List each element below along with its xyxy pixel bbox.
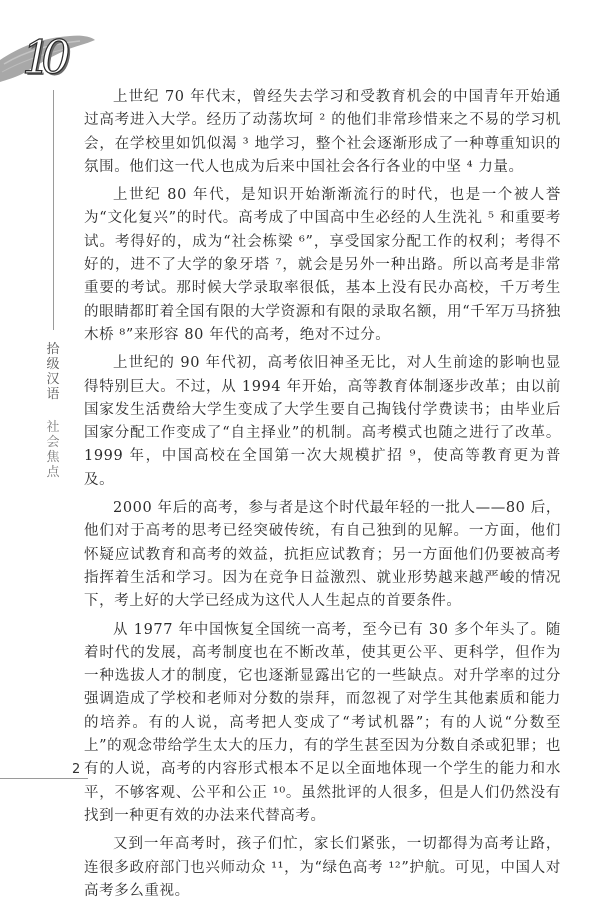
sidebar-spacer (46, 402, 60, 420)
paragraph-1980s: 上世纪 80 年代，是知识开始渐渐流行的时代，也是一个被人誉为“文化复兴”的时代。高考成了中国高中生必经的人生洗礼 ⁵ 和重要考试。考得好的，成为“社会栋梁 ⁶”，享受国家分配工作的权利；考得不好的，进不了大学的象牙塔 ⁷，就会是另外一种出路。所以高考是非常重要的考试。那时候大学录取率很低，基本上没有民办高校，千万考生的眼睛都盯着全国有限的大学资源和有限的录取名额，用“千军万马挤独木桥 ⁸”来形容 80 年代的高考，绝对不过分。 (84, 187, 561, 343)
paragraph-1990s: 上世纪的 90 年代初，高考依旧神圣无比，对人生前途的影响也显得特别巨大。不过，从 1994 年开始，高等教育体制逐步改革；由以前国家发生活费给大学生变成了大学生要自己掏钱付学费读书；由毕业后国家分配工作变成了“自主择业”的机制。高考模式也随之进行了改革。1999 年，中国高校在全国第一次大规模扩招 ⁹，使高等教育更为普及。 (84, 355, 561, 488)
paragraph-conclusion: 又到一年高考时，孩子们忙，家长们紧张，一切都得为高考让路，连很多政府部门也兴师动众 ¹¹，为“绿色高考 ¹²”护航。可见，中国人对高考多么重视。 (84, 836, 561, 899)
footer-rule (0, 778, 88, 779)
unit-topic: 社会焦点 (46, 420, 60, 480)
article-body (84, 86, 561, 908)
paragraph-1970s: 上世纪 70 年代末，曾经失去学习和受教育机会的中国青年开始通过高考进入大学。经历了动荡坎坷 ² 的他们非常珍惜来之不易的学习机会，在学校里如饥似渴 ³ 地学习，整个社会逐渐形成了一种尊重知识的氛围。他们这一代人也成为后来中国社会各行各业的中坚 ⁴ 力量。 (84, 89, 561, 175)
chapter-number: 10 (22, 30, 61, 84)
sidebar-vertical-rule (53, 90, 54, 330)
page-number: 2 (72, 762, 81, 777)
series-title: 拾级汉语 (46, 342, 60, 402)
paragraph-2000s: 2000 年后的高考，参与者是这个时代最年轻的一批人——80 后，他们对于高考的思考已经突破传统，有自己独到的见解。一方面，他们怀疑应试教育和高考的效益，抗拒应试教育；另一方面他们仍要被高考指挥着生活和学习。因为在竞争日益激烈、就业形势越来越严峻的情况下，考上好的大学已经成为这代人人生起点的首要条件。 (84, 500, 561, 610)
sidebar-running-title (46, 342, 60, 480)
paragraph-critique: 从 1977 年中国恢复全国统一高考，至今已有 30 多个年头了。随着时代的发展，高考制度也在不断改革，使其更公平、更科学，但作为一种选拔人才的制度，它也逐渐显露出它的一些缺点。对升学率的过分强调造成了学校和老师对分数的崇拜，而忽视了对学生其他素质和能力的培养。有的人说，高考把人变成了“考试机器”；有的人说“分数至上”的观念带给学生太大的压力，有的学生甚至因为分数自杀或犯罪；也有的人说，高考的内容形式根本不足以全面地体现一个学生的能力和水平，不够客观、公平和公正 ¹⁰。虽然批评的人很多，但是人们仍然没有找到一种更有效的办法来代替高考。 (84, 621, 561, 824)
